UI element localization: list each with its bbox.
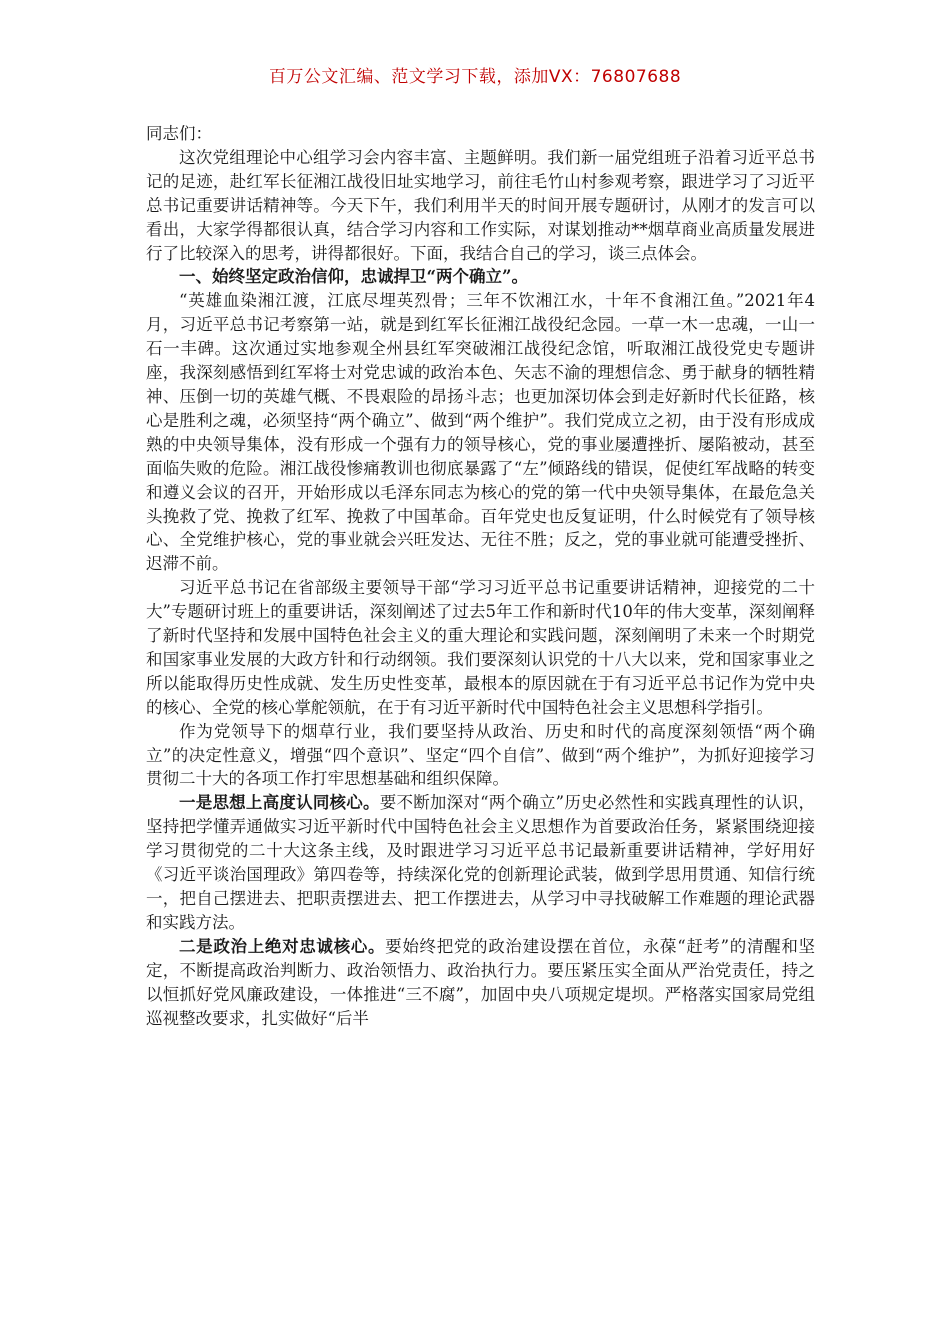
header-banner: 百万公文汇编、范文学习下载，添加VX：76807688 xyxy=(268,67,682,87)
section-heading-1: 一、始终坚定政治信仰，忠诚捍卫“两个确立”。 xyxy=(179,267,528,287)
paragraph-tobacco: 作为党领导下的烟草行业，我们要坚持从政治、历史和时代的高度深刻领悟“两个确立”的决定性意义，增强“四个意识”、坚定“四个自信”、做到“两个维护”，为抓好迎接学习贯彻二十大的各项工作打牢思想基础和组织保障。 xyxy=(146,721,815,789)
paragraph-point-1 xyxy=(146,791,815,934)
point-1-lead: 一是思想上高度认同核心。 xyxy=(179,793,380,813)
point-2-lead: 二是政治上绝对忠诚核心。 xyxy=(179,936,386,956)
point-1-text: 要不断加深对“两个确立”历史必然性和实践真理性的认识，坚持把学懂弄通做实习近平新时代中国特色社会主义思想作为首要政治任务，紧紧围绕迎接学习贯彻党的二十大这条主线，及时跟进学习习近平总书记最新重要讲话精神，学好用好《习近平谈治国理政》第四卷等，持续深化党的创新理论武装，做到学思用贯通、知信行统一，把自己摆进去、把职责摆进去、把工作摆进去，从学习中寻找破解工作难题的理论武器和实践方法。 xyxy=(146,793,816,932)
paragraph-speech: 习近平总书记在省部级主要领导干部“学习习近平总书记重要讲话精神，迎接党的二十大”专题研讨班上的重要讲话，深刻阐述了过去5年工作和新时代10年的伟大变革，深刻阐释了新时代坚持和发展中国特色社会主义的重大理论和实践问题，深刻阐明了未来一个时期党和国家事业发展的大政方针和行动纲领。我们要深刻认识党的十八大以来，党和国家事业之所以能取得历史性成就、发生历史性变革，最根本的原因就在于有习近平总书记作为党中央的核心、全党的核心掌舵领航，在于有习近平新时代中国特色社会主义思想科学指引。 xyxy=(146,578,815,717)
point-2-text: 要始终把党的政治建设摆在首位，永葆“赶考”的清醒和坚定，不断提高政治判断力、政治领悟力、政治执行力。要压紧压实全面从严治党责任，持之以恒抓好党风廉政建设，一体推进“三不腐”，加固中央八项规定堤坝。严格落实国家局党组巡视整改要求，扎实做好“后半 xyxy=(146,936,816,1028)
paragraph-intro: 这次党组理论中心组学习会内容丰富、主题鲜明。我们新一届党组班子沿着习近平总书记的足迹，赴红军长征湘江战役旧址实地学习，前往毛竹山村参观考察，跟进学习了习近平总书记重要讲话精神等。今天下午，我们利用半天的时间开展专题研讨，从刚才的发言可以看出，大家学得都很认真，结合学习内容和工作实际，对谋划推动**烟草商业高质量发展进行了比较深入的思考，讲得都很好。下面，我结合自己的学习，谈三点体会。 xyxy=(146,147,815,263)
document-body xyxy=(146,122,815,1030)
paragraph-point-2 xyxy=(146,935,815,1031)
paragraph-xiangjiang: “英雄血染湘江渡，江底尽埋英烈骨；三年不饮湘江水，十年不食湘江鱼。”2021年4月，习近平总书记考察第一站，就是到红军长征湘江战役纪念园。一草一木一忠魂，一山一石一丰碑。这次通过实地参观全州县红军突破湘江战役纪念馆，听取湘江战役党史专题讲座，我深刻感悟到红军将士对党忠诚的政治本色、矢志不渝的理想信念、勇于献身的牺牲精神、压倒一切的英雄气概、不畏艰险的昂扬斗志；也更加深切体会到走好新时代长征路，核心是胜利之魂，必须坚持“两个确立”、做到“两个维护”。我们党成立之初，由于没有形成成熟的中央领导集体，没有形成一个强有力的领导核心，党的事业屡遭挫折、屡陷被动，甚至面临失败的危险。湘江战役惨痛教训也彻底暴露了“左”倾路线的错误，促使红军战略的转变和遵义会议的召开，开始形成以毛泽东同志为核心的党的第一代中央领导集体，在最危急关头挽救了党、挽救了红军、挽救了中国革命。百年党史也反复证明，什么时候党有了领导核心、全党维护核心，党的事业就会兴旺发达、无往不胜；反之，党的事业就可能遭受挫折、迟滞不前。 xyxy=(146,291,815,574)
salutation: 同志们： xyxy=(146,124,212,143)
